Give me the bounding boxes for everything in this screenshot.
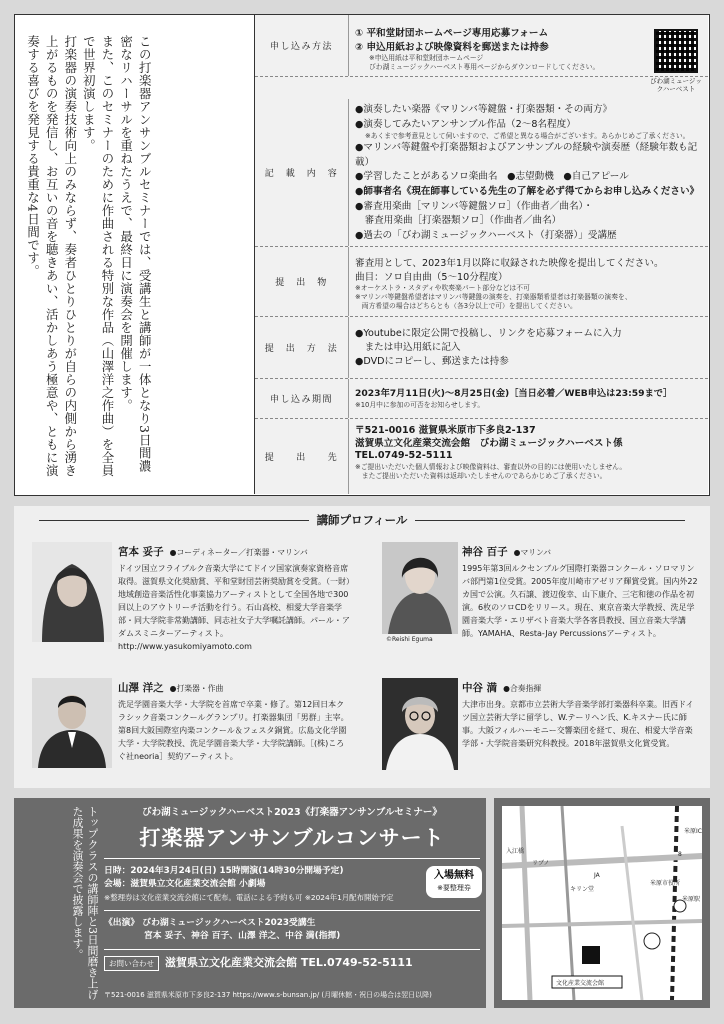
concert-venue: 会場：滋賀県立文化産業交流会館 小劇場 [104, 879, 266, 889]
map-drawing [502, 806, 702, 1000]
map-section [494, 798, 710, 1008]
bio-text: 洗足学園音楽大学・大学院を首席で卒業・修了。第12回日本クラシック音楽コンクールグランプリ。打楽器集団「男群」主宰。第8回大阪国際室内楽コンクール＆フェスタ銅賞。広島文化学園大学・大学院教授、洗足学園音楽大学・大学院講師。［(株)ころぐ社neoria］契約アーティスト。 [118, 700, 349, 761]
concert-section [14, 798, 486, 1008]
bio-text: 大津市出身。京都市立芸術大学音楽学部打楽器科卒業。旧西ドイツ国立芸術大学に留学し、W.テーリヘン氏、K.キスナー氏に師事。大阪フィルハーモニー交響楽団を経て、現在、相愛大学音楽学部・大学院音楽研究科教授。2018年滋賀県文化賞受賞。 [462, 700, 694, 748]
bio-nakatani [462, 698, 700, 750]
performers-line: びわ湖ミュージックハーベスト2023受講生 [142, 918, 316, 928]
person-name: 宮本 妥子 [118, 546, 164, 558]
row-destination [255, 419, 708, 494]
contents-note: ※あくまで参考意見として伺いますので、ご希望と異なる場合がございます。あらかじめご了承ください。 [365, 132, 690, 141]
row-label: 申し込み期間 [255, 379, 349, 418]
submission-line: 曲目：ソロ自由曲（5～10分程度） [355, 271, 508, 283]
map-label: 米原駅 [682, 896, 701, 903]
row-method [255, 15, 708, 93]
bio-miyamoto [118, 562, 350, 653]
profile-title: 講師プロフィール [14, 512, 710, 528]
map-label: 米原IC [684, 828, 702, 835]
method-note: ※申込用紙は平和堂財団ホームページ [369, 54, 484, 62]
contents-line: ●過去の「びわ湖ミュージックハーベスト（打楽器）」受講歴 [355, 229, 617, 241]
bio-text: ドイツ国立フライブルク音楽大学にてドイツ国家演奏家資格音席取得。滋賀県文化奨励賞、平和堂財団芸術奨励賞を受賞。（一財）地域創造音楽活性化事業協力アーティストとして全国各地で300回以上のアウトリーチ活動を行う。石山高校、相愛大学音楽学部・同大学院非常勤講師、同志社女子大学嘱託講師。パール・アダムスミニターアーティスト。 [118, 564, 350, 638]
contents-line: ●演奏したい楽器《マリンバ等鍵盤・打楽器類・その両方》 [355, 104, 613, 115]
name-yamazawa [118, 680, 223, 695]
contents-line: ●演奏してみたいアンサンブル作品（2～8名程度） [355, 118, 576, 130]
row-contents [255, 99, 708, 247]
destination-note: またご提出いただいた資料は返却いたしませんのであらかじめご了承ください。 [355, 471, 607, 480]
intro-paragraph: 打楽器の演奏技術向上のみならず、奏者ひとりひとりが自らの内側から湧き上がるものを発信し、お互いの音を聴きあい、活かしあう極意や、ともに演奏する喜びを発見する貴重な4日間です。 [25, 35, 78, 477]
name-nakatani [462, 680, 541, 695]
map-label: キリン堂 [570, 886, 595, 893]
contact [104, 956, 480, 971]
person-name: 神谷 百子 [462, 546, 508, 558]
free-note: ※要整理券 [437, 884, 471, 892]
performers-label: 《出演》 [104, 918, 140, 928]
submit-method-line: ●Youtubeに限定公開で投稿し、リンクを応募フォームに入力 [355, 328, 622, 339]
performers-line: 宮本 妥子、神谷 百子、山澤 洋之、中谷 満(指揮) [144, 931, 341, 941]
free-admission-badge [426, 866, 482, 898]
destination-tel: TEL.0749-52-5111 [355, 450, 453, 461]
footer-address: 〒521-0016 滋賀県米原市下多良2-137 https://www.s-bunsan.jp/ (月曜休館・祝日の場合は翌日以降) [104, 991, 432, 999]
qr-code[interactable] [654, 29, 698, 73]
submission-note: ※マリンバ等鍵盤希望者はマリンバ等鍵盤の演奏を、打楽器類希望者は打楽器類の演奏を、 [355, 293, 632, 301]
divider [104, 910, 480, 911]
row-label: 記 載 内 容 [255, 99, 349, 246]
row-label: 提 出 先 [255, 419, 349, 494]
contents-line: 審査用楽曲［打楽器類ソロ］（作曲者／曲名） [355, 215, 562, 227]
contents-line: ●学習したことがあるソロ楽曲名 ●志望動機 ●自己アピール [355, 171, 629, 183]
concert-datetime: 日時：2024年3月24日(日) 15時開演(14時30分開場予定) [104, 866, 344, 876]
contents-line: ●審査用楽曲［マリンバ等鍵盤ソロ］（作曲者／曲名）・ [355, 200, 593, 212]
map-label: リブノ [532, 860, 550, 867]
person-role: ●コーディネーター／打楽器・マリンバ [169, 548, 308, 557]
submission-note: 両方希望の場合はどちらとも（各3分以上で可）を提出してください。 [355, 302, 577, 310]
destination-line: 〒521-0016 滋賀県米原市下多良2-137 [355, 425, 536, 436]
row-period [255, 379, 708, 419]
intro-text [23, 35, 153, 485]
row-label: 申し込み方法 [255, 15, 349, 76]
bio-kamiya [462, 562, 700, 640]
row-submission [255, 247, 708, 317]
submit-method-line: ●DVDにコピーし、郵送または持参 [355, 356, 509, 367]
contact-text: 滋賀県立文化産業交流会館 TEL.0749-52-5111 [165, 956, 413, 969]
submit-method-line: または申込用紙に記入 [355, 342, 461, 353]
photo-nakatani [382, 678, 458, 770]
method-line: ① 平和堂財団ホームページ専用応募フォーム [355, 28, 549, 39]
person-name: 山澤 洋之 [118, 682, 164, 694]
row-submit-method [255, 317, 708, 379]
bio-text: 1995年第3回ルクセンブルグ国際打楽器コンクール・ソロマリンバ部門第1位受賞。2005年度川崎市アゼリア輝賞受賞。国内外22カ国で公演。久石譲、渡辺俊幸、山下康介、三宅和徳の作品を初演。6枚のソロCDをリリース。現在、東京音楽大学教授、洗足学園音楽大学・エリザベト音楽大学各客員教授、国立音楽大学講師。YAMAHA、Resta-Jay Percussionsアーティスト。 [462, 564, 698, 638]
website-link[interactable]: http://www.yasukomiyamoto.com [118, 642, 252, 651]
submission-note: ※オーケストラ・スタディや吹奏楽パート部分などは不可 [355, 284, 530, 292]
person-role: ●マリンバ [513, 548, 552, 557]
contents-line: ●マリンバ等鍵盤や打楽器類およびアンサンブルの経験や演奏歴（経験年数も記載） [355, 142, 698, 168]
person-role: ●打楽器・作曲 [169, 684, 224, 693]
map-label: 8 [678, 851, 682, 858]
concert-vertical-text: トップクラスの講師陣と3日間磨き上げた成果を演奏会で披露します。 [71, 806, 99, 1000]
performers [104, 917, 480, 943]
divider [104, 949, 480, 950]
photo-kamiya [382, 542, 458, 634]
ticket-note: ※整理券は文化産業交流会館にて配布。電話による予約も可 ※2024年1月配布開始予定 [104, 893, 394, 902]
map-label: 米原市役所 [650, 880, 681, 887]
destination-note: ※ご提出いただいた個人情報および映像資料は、審査以外の目的には使用いたしません。 [355, 462, 627, 471]
row-label: 提 出 方 法 [255, 317, 349, 378]
bio-yamazawa [118, 698, 350, 763]
period-note: ※10月中に参加の可否をお知らせします。 [355, 400, 485, 409]
destination-line: 滋賀県立文化産業交流会館 びわ湖ミュージックハーベスト係 [355, 437, 623, 449]
contents-line: ●師事者名《現在師事している先生の了解を必ず得てからお申し込みください》 [355, 185, 700, 197]
intro-column [15, 15, 255, 494]
name-miyamoto [118, 544, 308, 559]
contact-label: お問い合わせ [104, 956, 159, 971]
method-note: びわ湖ミュージックハーベスト専用ページからダウンロードしてください。 [369, 63, 600, 71]
submission-line: 審査用として、2023年1月以降に収録された映像を提出してください。 [355, 258, 664, 269]
person-role: ●合奏指揮 [503, 684, 542, 693]
person-name: 中谷 満 [462, 682, 498, 694]
divider [104, 858, 480, 859]
map-label: 文化産業交流会館 [556, 980, 605, 987]
photo-miyamoto [32, 542, 112, 642]
access-map[interactable] [502, 806, 702, 1000]
concert-body [104, 804, 480, 971]
concert-subtitle: びわ湖ミュージックハーベスト2023《打楽器アンサンブルセミナー》 [142, 807, 442, 818]
application-table [255, 15, 708, 494]
name-kamiya [462, 544, 551, 559]
concert-title: 打楽器アンサンブルコンサート [139, 825, 445, 850]
map-label: 入江橋 [506, 848, 525, 855]
application-section [14, 14, 710, 496]
photo-credit: ©Reishi Eguma [386, 636, 433, 643]
photo-yamazawa [32, 678, 112, 768]
qr-caption: びわ湖ミュージックハーベスト [650, 77, 702, 93]
intro-paragraph: この打楽器アンサンブルセミナーでは、受講生と講師が一体となり3日間濃密なリハーサルを重ねたうえで、最終日に演奏会を開催します。 [118, 35, 153, 473]
method-line: ② 申込用紙および映像資料を郵送または持参 [355, 41, 549, 53]
map-label: JA [594, 872, 600, 879]
period-line: 2023年7月11日(火)～8月25日(金)［当日必着／WEB申込は23:59まで］ [355, 388, 673, 399]
row-label: 提 出 物 [255, 247, 349, 316]
intro-paragraph: また、このセミナーのために作曲される特別な作品（山澤洋之作曲）を全員で世界初演します。 [81, 35, 115, 477]
free-label: 入場無料 [434, 870, 474, 881]
profile-section [14, 506, 710, 788]
